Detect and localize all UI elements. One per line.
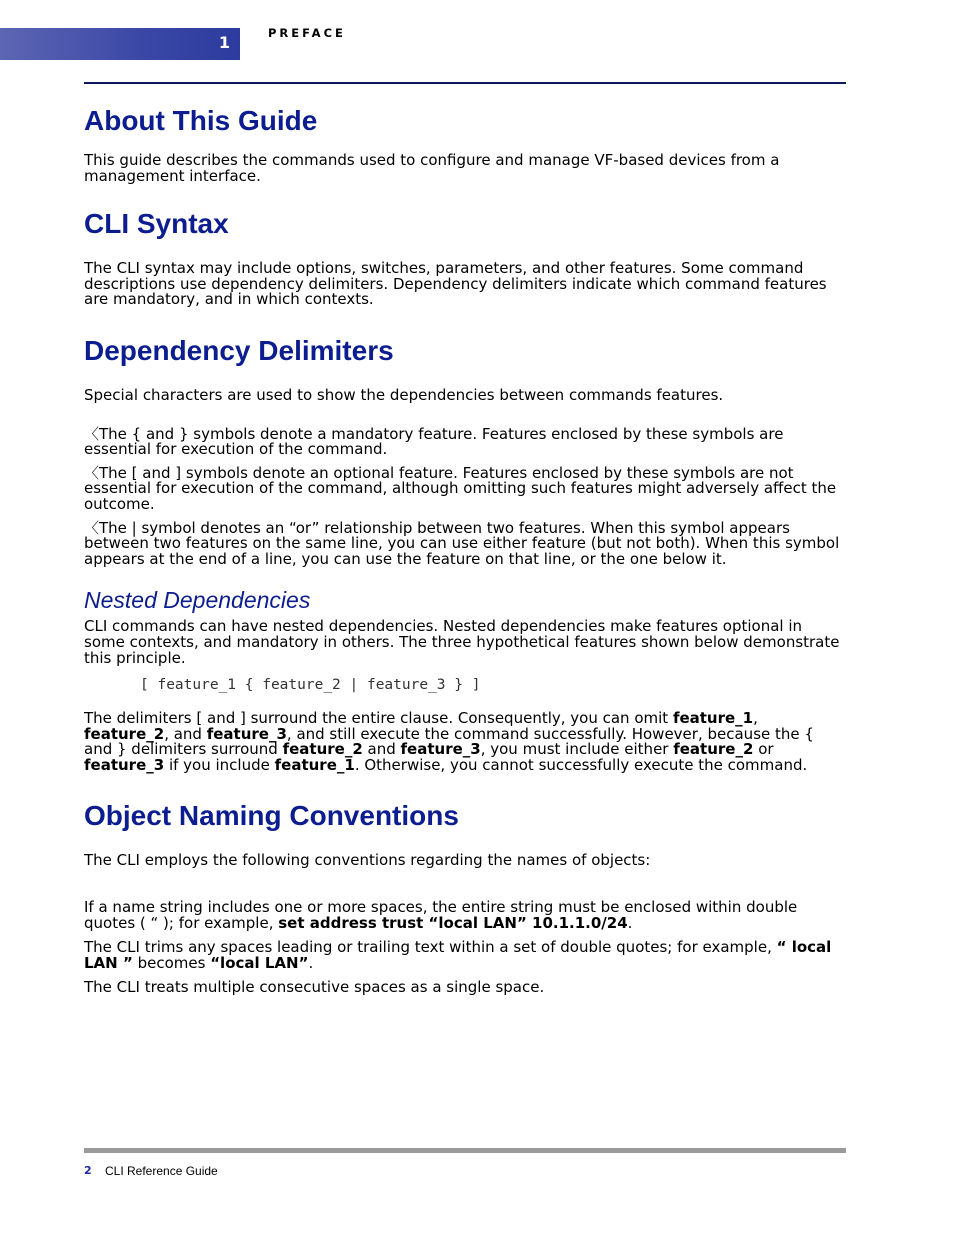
dependency-intro: Special characters are used to show the dependencies between commands features. — [84, 385, 724, 404]
footer-page-number: 2 — [84, 1164, 92, 1177]
heading-cli-syntax: CLI Syntax — [84, 208, 229, 240]
bullet-or: 〈The | symbol denotes an “or” relationship between two features. When this symbol appears between two features on the same line, you can use either feature (but not both). When this symbol appears at the end of a line, you can use the feature on that line, or the one below it. — [84, 518, 840, 568]
heading-nested-dependencies: Nested Dependencies — [84, 587, 311, 614]
section-label: PREFACE — [268, 26, 346, 40]
chapter-tab — [0, 28, 240, 60]
about-text: This guide describes the commands used to configure and manage VF-based devices from a management interface. — [84, 151, 780, 185]
bullet-optional: 〈The [ and ] symbols denote an optional feature. Features enclosed by these symbols are not essential for execution of the command, although omitting such features might adversely affect the outcome. — [84, 463, 837, 513]
chapter-number: 1 — [218, 33, 230, 52]
naming-item-consecutive: The CLI treats multiple consecutive spaces as a single space. — [84, 978, 545, 997]
heading-object-naming: Object Naming Conventions — [84, 800, 459, 832]
naming-intro: The CLI employs the following conventions regarding the names of objects: — [84, 851, 651, 870]
heading-about: About This Guide — [84, 105, 318, 136]
nested-text: CLI commands can have nested dependencies. Nested dependencies make features optional in some contexts, and mandatory in others. The three hypothetical features shown below demonstrate this principle. — [84, 617, 840, 667]
bullet-mandatory: 〈The { and } symbols denote a mandatory feature. Features enclosed by these symbols are essential for execution of the command. — [84, 424, 784, 459]
top-rule — [84, 82, 846, 84]
page-content — [84, 104, 846, 996]
naming-item-trim: The CLI trims any spaces leading or trailing text within a set of double quotes; for example, “ local LAN ” becomes “local LAN”. — [84, 938, 832, 972]
cli-syntax-text: The CLI syntax may include options, switches, parameters, and other features. Some command descriptions use dependency delimiters. Dependency delimiters indicate which command features are mandatory, and in which contexts. — [84, 259, 827, 309]
nested-explanation: The delimiters [ and ] surround the entire clause. Consequently, you can omit feature_1, feature_2, and feature_3, and still execute the command successfully. However, because the { and } delimiters surround feature_2 and feature_3, you must include either feature_2 or feature_3 if you include feature_1. Otherwise, you cannot successfully execute the command. — [84, 709, 814, 774]
bottom-rule — [84, 1148, 846, 1153]
naming-item-spaces: If a name string includes one or more spaces, the entire string must be enclosed within double quotes ( “ ); for example, set address trust “local LAN” 10.1.1.0/24. — [84, 898, 798, 932]
footer-title: CLI Reference Guide — [105, 1164, 218, 1178]
code-example: [ feature_1 { feature_2 | feature_3 } ] — [140, 677, 481, 694]
heading-dependency-delimiters: Dependency Delimiters — [84, 334, 394, 366]
